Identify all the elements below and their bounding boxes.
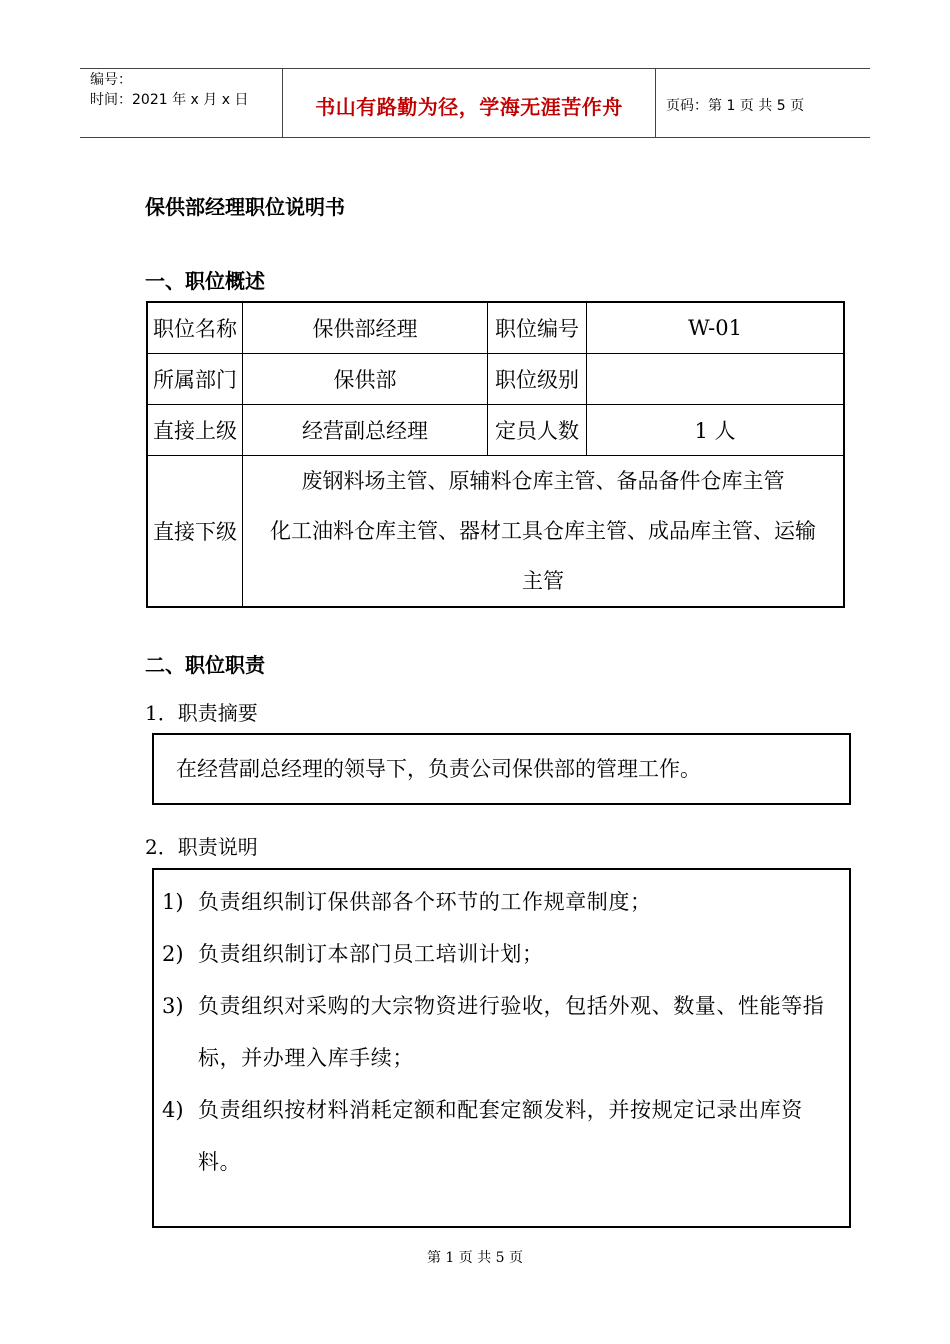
list-item (162, 1084, 841, 1188)
number-label: 编号： (90, 72, 132, 88)
value-cell: W-01 (587, 302, 845, 353)
duty-number: 2) (162, 942, 184, 966)
section-overview-title: 一、职位概述 (145, 269, 265, 293)
duty-text: 负责组织按材料消耗定额和配套定额发料，并按规定记录出库资料。 (198, 1098, 803, 1174)
header-info-cell (80, 69, 283, 137)
duties-box (152, 868, 851, 1228)
value-cell: 1 人 (587, 404, 845, 455)
duty-number: 3) (162, 994, 184, 1018)
table-row (147, 353, 844, 404)
overview-table (146, 301, 845, 608)
page-footer: 第 1 页 共 5 页 (426, 1250, 524, 1266)
header-motto: 书山有路勤为径，学海无涯苦作舟 (315, 95, 623, 119)
value-cell (587, 353, 845, 404)
section-duties-title: 二、职位职责 (145, 653, 265, 677)
list-item (162, 928, 841, 980)
list-item (162, 980, 841, 1084)
subordinate-line: 化工油料仓库主管、器材工具仓库主管、成品库主管、运输 (270, 518, 816, 543)
detail-title: 2．职责说明 (145, 835, 258, 859)
header-page-cell (656, 69, 870, 137)
label-cell: 定员人数 (488, 404, 587, 455)
table-row (147, 302, 844, 353)
list-item (162, 876, 841, 928)
document-title: 保供部经理职位说明书 (145, 195, 345, 219)
subordinate-line: 废钢料场主管、原辅料仓库主管、备品备件仓库主管 (301, 468, 785, 493)
table-row (147, 404, 844, 455)
label-cell: 所属部门 (147, 353, 243, 404)
summary-title: 1．职责摘要 (145, 701, 258, 725)
value-cell: 保供部经理 (243, 302, 488, 353)
table-row (147, 455, 844, 607)
summary-text: 在经营副总经理的领导下，负责公司保供部的管理工作。 (176, 757, 701, 781)
header-page-label: 页码：第 1 页 共 5 页 (666, 98, 805, 114)
label-cell: 职位级别 (488, 353, 587, 404)
duty-text: 负责组织对采购的大宗物资进行验收，包括外观、数量、性能等指标，并办理入库手续； (198, 994, 825, 1070)
page-header (80, 68, 870, 138)
duty-number: 4) (162, 1098, 184, 1122)
value-cell: 保供部 (243, 353, 488, 404)
duty-number: 1) (162, 890, 184, 914)
subordinate-line: 主管 (522, 568, 564, 593)
label-cell: 直接下级 (147, 455, 243, 607)
label-cell: 职位编号 (488, 302, 587, 353)
label-cell: 直接上级 (147, 404, 243, 455)
time-label: 时间：2021 年 x 月 x 日 (90, 92, 249, 108)
duty-text: 负责组织制订保供部各个环节的工作规章制度； (198, 890, 652, 914)
summary-box (152, 733, 851, 805)
duty-text: 负责组织制订本部门员工培训计划； (198, 942, 544, 966)
subordinates-cell (243, 455, 845, 607)
value-cell: 经营副总经理 (243, 404, 488, 455)
header-motto-cell (283, 69, 656, 137)
label-cell: 职位名称 (147, 302, 243, 353)
